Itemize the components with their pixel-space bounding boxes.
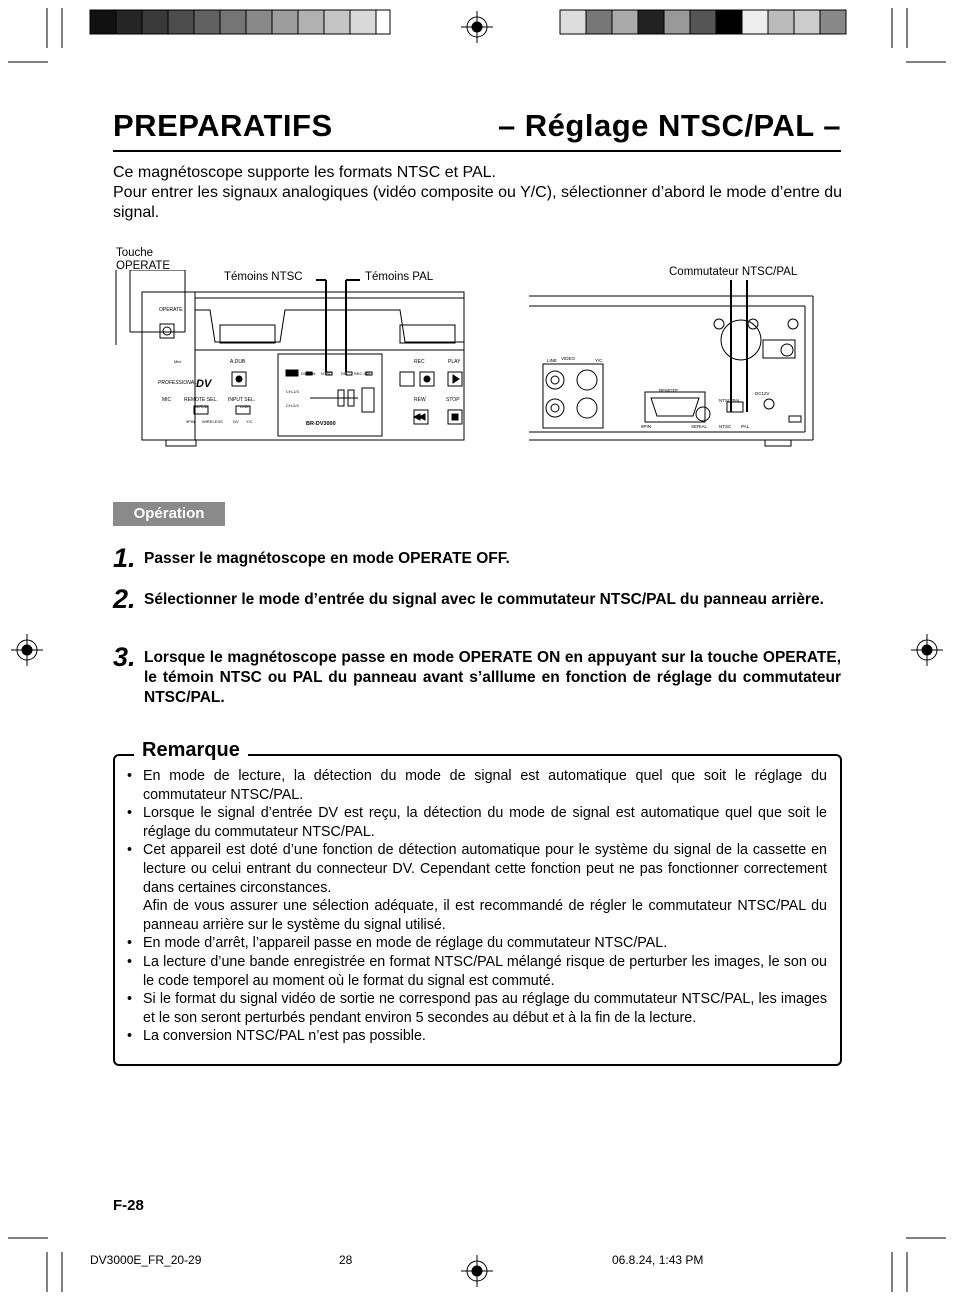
svg-text:REW: REW (414, 397, 426, 403)
step-text: Lorsque le magnétoscope passe en mode OPERATE ON en appuyant sur la touche OPERATE, le témoin NTSC ou PAL du panneau avant s’alllume en fonction de réglage du commutateur NTSC/PAL. (144, 649, 841, 706)
svg-text:DV: DV (196, 378, 212, 390)
intro-line: Ce magnétoscope supporte les formats NTSC et PAL. (113, 164, 496, 181)
svg-text:A.DUB: A.DUB (230, 359, 246, 365)
svg-text:CH-1/3: CH-1/3 (286, 389, 299, 394)
list-item: • La lecture d’une bande enregistrée en format NTSC/PAL mélangé risque de perturber les images, le son ou le code temporel au moment où le format du signal est commuté. (127, 953, 827, 990)
svg-text:PROFESSIONAL: PROFESSIONAL (158, 380, 197, 386)
svg-text:BR-DV3000: BR-DV3000 (306, 421, 336, 427)
svg-text:DV: DV (233, 419, 239, 424)
svg-text:9PIN: 9PIN (186, 419, 195, 424)
step-item (113, 584, 841, 632)
footer-file: DV3000E_FR_20-29 (90, 1253, 202, 1267)
svg-text:DC12V: DC12V (755, 391, 770, 396)
remarque-list (127, 767, 827, 1046)
title-left: PREPARATIFS (113, 108, 333, 143)
footer-timestamp: 06.8.24, 1:43 PM (612, 1253, 704, 1267)
step-text: Sélectionner le mode d’entrée du signal avec le commutateur NTSC/PAL du panneau arrière. (144, 591, 824, 608)
svg-text:MIC: MIC (162, 397, 172, 403)
svg-text:LINE: LINE (240, 404, 249, 409)
svg-text:Y/C: Y/C (246, 419, 253, 424)
svg-text:DVCAM: DVCAM (301, 371, 316, 376)
list-item-continuation: Afin de vous assurer une sélection adéquate, il est recommandé de régler le commutateur NTSC/PAL du panneau arrière sur le système du signal utilisé. (143, 898, 827, 933)
operation-badge: Opération (113, 502, 225, 526)
step-text: Passer le magnétoscope en mode OPERATE OFF. (144, 550, 510, 567)
page-number: F-28 (113, 1197, 144, 1214)
svg-text:Mini: Mini (174, 359, 182, 364)
list-item: • La conversion NTSC/PAL n’est pas possible. (127, 1027, 827, 1046)
intro-line: Pour entrer les signaux analogiques (vidéo composite ou Y/C), sélectionner d’abord le mode d’entre du signal. (113, 184, 843, 221)
svg-text:VIDEO: VIDEO (561, 356, 576, 361)
svg-text:LINE: LINE (547, 358, 558, 363)
remarque-title: Remarque (134, 739, 248, 762)
svg-text:OPERATE: OPERATE (159, 307, 183, 313)
title-right: – Réglage NTSC/PAL – (497, 108, 841, 143)
step-number: 1. (113, 543, 136, 573)
svg-text:REMOTE SEL.: REMOTE SEL. (184, 397, 218, 403)
list-item: • En mode de lecture, la détection du mode de signal est automatique quel que soit le réglage du commutateur NTSC/PAL. (127, 767, 827, 804)
step-item (113, 543, 841, 573)
list-item: • Cet appareil est doté d’une fonction de détection automatique pour le système du signal de la cassette en lecture ou celui entrant du connecteur DV. Cependant cette fonction peut ne pas fonctionner correctement dans certaines circonstances. (127, 841, 827, 897)
svg-text:REMOTE: REMOTE (659, 388, 679, 393)
svg-text:Y/C: Y/C (595, 358, 603, 363)
pal-leds-callout: Témoins PAL (365, 271, 434, 283)
svg-text:SERIAL: SERIAL (194, 404, 209, 409)
step-number: 2. (113, 584, 136, 614)
svg-text:REC INH.: REC INH. (354, 371, 372, 376)
list-item: • Lorsque le signal d’entrée DV est reçu, la détection du mode de signal est automatique quel que soit le réglage du commutateur NTSC/PAL. (127, 804, 827, 841)
footer-sheet: 28 (339, 1253, 353, 1267)
svg-text:NTSC: NTSC (719, 424, 732, 429)
step-item (113, 642, 841, 710)
front-panel-diagram (110, 270, 470, 452)
svg-text:NTSC/PAL: NTSC/PAL (719, 398, 741, 403)
list-item: • En mode d’arrêt, l’appareil passe en mode de réglage du commutateur NTSC/PAL. (127, 934, 827, 953)
intro-text (113, 163, 848, 223)
svg-text:9PIN: 9PIN (641, 424, 652, 429)
switch-callout: Commutateur NTSC/PAL (669, 266, 798, 278)
svg-text:NTSC: NTSC (321, 371, 332, 376)
rear-panel-diagram (525, 280, 815, 452)
svg-text:WIRELESS: WIRELESS (202, 419, 223, 424)
step-number: 3. (113, 642, 136, 672)
list-item: • Si le format du signal vidéo de sortie ne correspond pas au réglage du commutateur NTSC/PAL, les images et le son seront perturbés pendant environ 5 secondes au début et à la fin de la lecture. (127, 990, 827, 1027)
ntsc-leds-callout: Témoins NTSC (224, 271, 303, 283)
svg-text:REC: REC (414, 359, 425, 365)
svg-text:STOP: STOP (446, 397, 460, 403)
svg-text:PAL: PAL (741, 424, 750, 429)
page-title (113, 108, 841, 152)
svg-text:PLAY: PLAY (448, 359, 461, 365)
svg-text:CH-2/4: CH-2/4 (286, 403, 299, 408)
svg-text:PAL: PAL (341, 371, 349, 376)
operate-callout: Touche OPERATE (116, 247, 171, 272)
svg-text:SERIAL: SERIAL (691, 424, 708, 429)
svg-text:INPUT SEL.: INPUT SEL. (228, 397, 256, 403)
